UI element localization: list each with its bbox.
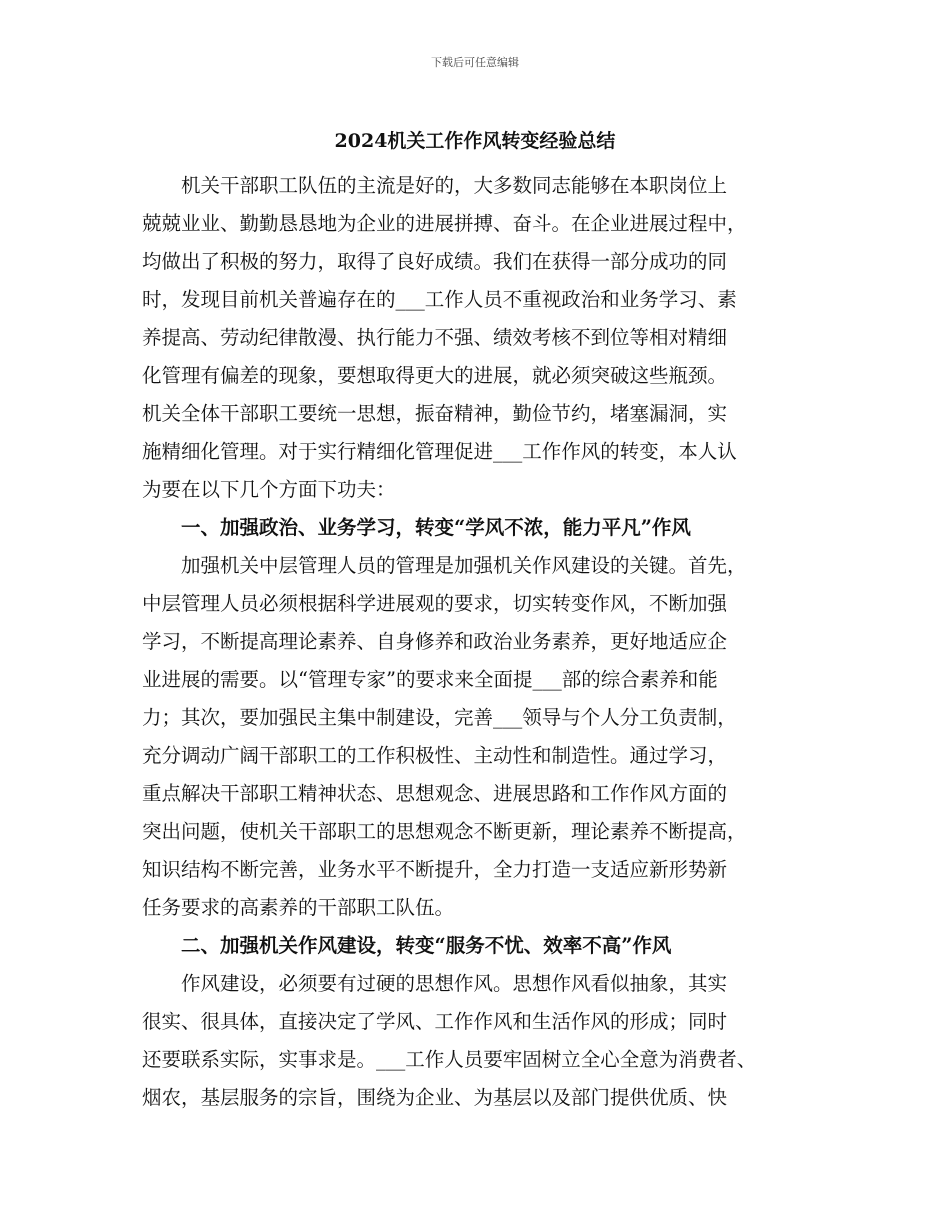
paragraph-line: 学习，不断提高理论素养、自身修养和政治业务素养，更好地适应企	[142, 630, 728, 653]
paragraph-line: 任务要求的高素养的干部职工队伍。	[142, 896, 455, 919]
paragraph-line: 还要联系实际，实事求是。___工作人员要牢固树立全心全意为消费者、	[142, 1048, 757, 1071]
header-note: 下载后可任意编辑	[431, 56, 519, 69]
paragraph-line: 很实、很具体，直接决定了学风、工作作风和生活作风的形成；同时	[142, 1010, 728, 1033]
paragraph-line: 知识结构不断完善，业务水平不断提升，全力打造一支适应新形势新	[142, 858, 728, 881]
paragraph-line: 重点解决干部职工精神状态、思想观念、进展思路和工作作风方面的	[142, 782, 728, 805]
paragraph-line: 均做出了积极的努力，取得了良好成绩。我们在获得一部分成功的同	[142, 250, 728, 273]
section-heading: 一、加强政治、业务学习，转变“学风不浓，能力平凡”作风	[142, 516, 691, 539]
paragraph-line: 养提高、劳动纪律散漫、执行能力不强、绩效考核不到位等相对精细	[142, 326, 728, 349]
paragraph-line: 作风建设，必须要有过硬的思想作风。思想作风看似抽象，其实	[142, 972, 728, 995]
paragraph-line: 机关干部职工队伍的主流是好的，大多数同志能够在本职岗位上	[142, 174, 728, 197]
paragraph-line: 兢兢业业、勤勤恳恳地为企业的进展拼搏、奋斗。在企业进展过程中，	[142, 212, 747, 235]
paragraph-line: 为要在以下几个方面下功夫：	[142, 478, 396, 501]
paragraph-line: 机关全体干部职工要统一思想，振奋精神，勤俭节约，堵塞漏洞，实	[142, 402, 728, 425]
paragraph-line: 充分调动广阔干部职工的工作积极性、主动性和制造性。通过学习，	[142, 744, 728, 767]
paragraph-line: 中层管理人员必须根据科学进展观的要求，切实转变作风，不断加强	[142, 592, 728, 615]
paragraph-line: 烟农，基层服务的宗旨，围绕为企业、为基层以及部门提供优质、快	[142, 1086, 728, 1109]
paragraph-line: 时，发现目前机关普遍存在的___工作人员不重视政治和业务学习、素	[142, 288, 737, 311]
paragraph-line: 化管理有偏差的现象，要想取得更大的进展，就必须突破这些瓶颈。	[142, 364, 728, 387]
paragraph-line: 加强机关中层管理人员的管理是加强机关作风建设的关键。首先，	[142, 554, 747, 577]
paragraph-line: 力；其次，要加强民主集中制建设，完善___领导与个人分工负责制，	[142, 706, 737, 729]
section-heading: 二、加强机关作风建设，转变“服务不忧、效率不高”作风	[142, 934, 672, 957]
paragraph-line: 突出问题，使机关干部职工的思想观念不断更新，理论素养不断提高，	[142, 820, 747, 843]
paragraph-line: 施精细化管理。对于实行精细化管理促进___工作作风的转变，本人认	[142, 440, 737, 463]
document-title: 2024机关工作作风转变经验总结	[334, 130, 616, 152]
paragraph-line: 业进展的需要。以“管理专家”的要求来全面提___部的综合素养和能	[142, 668, 718, 691]
